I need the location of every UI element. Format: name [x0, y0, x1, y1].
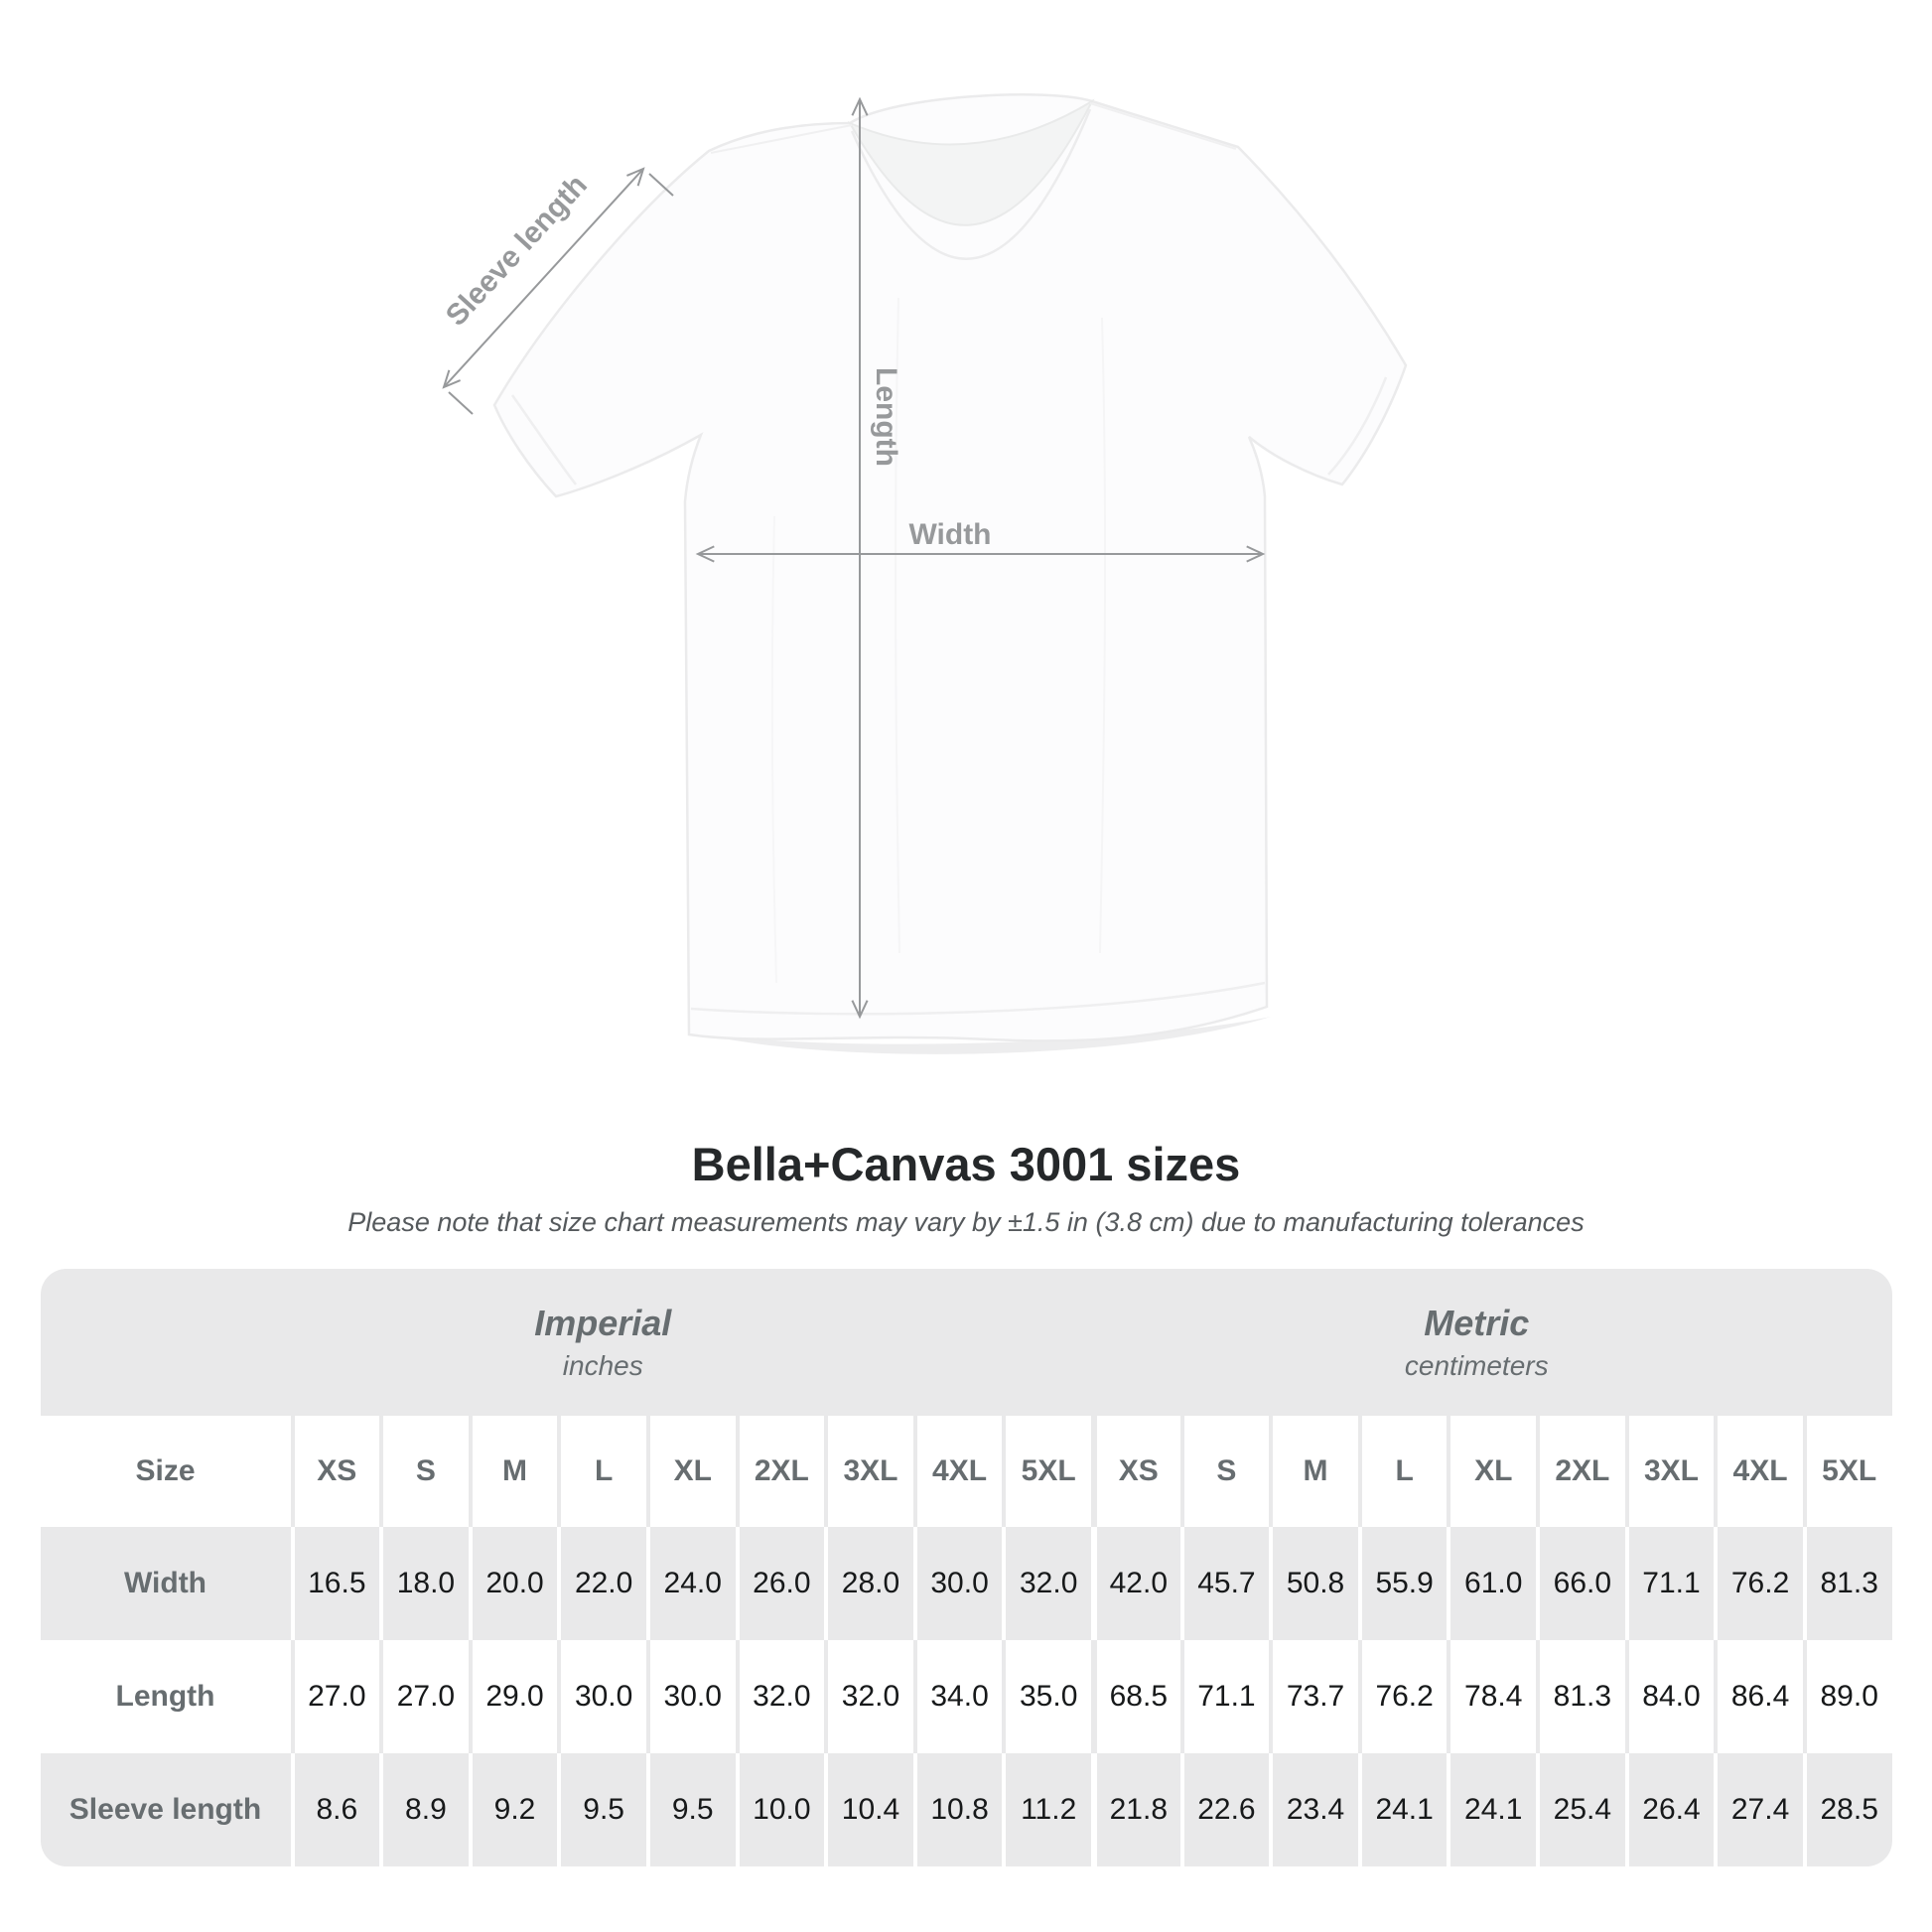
width-label: Width — [908, 518, 992, 551]
value-cell: 71.1 — [1625, 1527, 1715, 1640]
value-cell: 84.0 — [1625, 1640, 1715, 1753]
value-cell: 81.3 — [1536, 1640, 1625, 1753]
value-cell: 28.5 — [1803, 1753, 1892, 1866]
size-header-imperial-xl: XL — [646, 1416, 736, 1527]
value-cell: 89.0 — [1803, 1640, 1892, 1753]
size-header-imperial-l: L — [557, 1416, 646, 1527]
value-cell: 55.9 — [1358, 1527, 1448, 1640]
size-header-metric-5xl: 5XL — [1803, 1416, 1892, 1527]
value-cell: 23.4 — [1269, 1753, 1358, 1866]
value-cell: 32.0 — [824, 1640, 913, 1753]
value-cell: 24.1 — [1447, 1753, 1536, 1866]
table-row-length — [41, 1640, 1892, 1753]
size-table — [41, 1269, 1892, 1866]
size-header-imperial-xs: XS — [291, 1416, 380, 1527]
value-cell: 8.6 — [291, 1753, 380, 1866]
imperial-unit-name: Imperial — [534, 1303, 672, 1343]
value-cell: 66.0 — [1536, 1527, 1625, 1640]
value-cell: 76.2 — [1714, 1527, 1803, 1640]
metric-unit-header — [1091, 1269, 1892, 1416]
value-cell: 22.0 — [557, 1527, 646, 1640]
value-cell: 30.0 — [913, 1527, 1003, 1640]
size-header-metric-2xl: 2XL — [1536, 1416, 1625, 1527]
value-cell: 9.2 — [469, 1753, 558, 1866]
value-cell: 20.0 — [469, 1527, 558, 1640]
value-cell: 24.1 — [1358, 1753, 1448, 1866]
value-cell: 28.0 — [824, 1527, 913, 1640]
metric-unit-name: Metric — [1424, 1303, 1530, 1343]
unit-header-band — [41, 1269, 1892, 1416]
size-header-metric-xl: XL — [1447, 1416, 1536, 1527]
value-cell: 61.0 — [1447, 1527, 1536, 1640]
size-header-metric-xs: XS — [1091, 1416, 1180, 1527]
size-header-imperial-4xl: 4XL — [913, 1416, 1003, 1527]
value-cell: 45.7 — [1180, 1527, 1270, 1640]
value-cell: 78.4 — [1447, 1640, 1536, 1753]
size-header-imperial-m: M — [469, 1416, 558, 1527]
value-cell: 27.0 — [379, 1640, 469, 1753]
page-subtitle: Please note that size chart measurements may vary by ±1.5 in (3.8 cm) due to manufacturing tolerances — [347, 1207, 1585, 1237]
value-cell: 10.0 — [736, 1753, 825, 1866]
size-header-metric-4xl: 4XL — [1714, 1416, 1803, 1527]
length-label: Length — [870, 367, 902, 467]
size-header-metric-s: S — [1180, 1416, 1270, 1527]
value-cell: 11.2 — [1002, 1753, 1091, 1866]
page-title: Bella+Canvas 3001 sizes — [691, 1138, 1241, 1190]
value-cell: 9.5 — [557, 1753, 646, 1866]
value-cell: 16.5 — [291, 1527, 380, 1640]
imperial-unit-sub: inches — [562, 1350, 643, 1381]
row-label: Length — [115, 1680, 215, 1713]
value-cell: 32.0 — [736, 1640, 825, 1753]
value-cell: 22.6 — [1180, 1753, 1270, 1866]
size-header-metric-l: L — [1358, 1416, 1448, 1527]
row-label: Width — [123, 1567, 207, 1599]
size-header-metric-m: M — [1269, 1416, 1358, 1527]
value-cell: 86.4 — [1714, 1640, 1803, 1753]
size-header-row — [41, 1416, 1892, 1527]
value-cell: 30.0 — [646, 1640, 736, 1753]
value-cell: 26.4 — [1625, 1753, 1715, 1866]
value-cell: 25.4 — [1536, 1753, 1625, 1866]
value-cell: 9.5 — [646, 1753, 736, 1866]
sleeve-length-label: Sleeve length — [439, 168, 594, 333]
value-cell: 34.0 — [913, 1640, 1003, 1753]
metric-unit-sub: centimeters — [1404, 1350, 1549, 1381]
size-header-imperial-2xl: 2XL — [736, 1416, 825, 1527]
size-header-imperial-3xl: 3XL — [824, 1416, 913, 1527]
value-cell: 81.3 — [1803, 1527, 1892, 1640]
table-row-sleeve-length — [41, 1753, 1892, 1866]
imperial-unit-header — [41, 1269, 1092, 1416]
value-cell: 21.8 — [1091, 1753, 1180, 1866]
value-cell: 35.0 — [1002, 1640, 1091, 1753]
value-cell: 68.5 — [1091, 1640, 1180, 1753]
value-cell: 27.0 — [291, 1640, 380, 1753]
value-cell: 32.0 — [1002, 1527, 1091, 1640]
value-cell: 26.0 — [736, 1527, 825, 1640]
value-cell: 71.1 — [1180, 1640, 1270, 1753]
value-cell: 29.0 — [469, 1640, 558, 1753]
value-cell: 73.7 — [1269, 1640, 1358, 1753]
tshirt-graphic — [494, 94, 1406, 1040]
value-cell: 42.0 — [1091, 1527, 1180, 1640]
table-row-width — [41, 1527, 1892, 1640]
size-table-body — [41, 1527, 1892, 1866]
size-corner-cell: Size — [135, 1454, 196, 1487]
tshirt-body-shape — [494, 94, 1406, 1040]
value-cell: 27.4 — [1714, 1753, 1803, 1866]
value-cell: 8.9 — [379, 1753, 469, 1866]
value-cell: 18.0 — [379, 1527, 469, 1640]
value-cell: 30.0 — [557, 1640, 646, 1753]
value-cell: 50.8 — [1269, 1527, 1358, 1640]
value-cell: 76.2 — [1358, 1640, 1448, 1753]
value-cell: 10.8 — [913, 1753, 1003, 1866]
size-header-imperial-s: S — [379, 1416, 469, 1527]
value-cell: 24.0 — [646, 1527, 736, 1640]
row-label: Sleeve length — [69, 1793, 262, 1826]
value-cell: 10.4 — [824, 1753, 913, 1866]
size-header-imperial-5xl: 5XL — [1002, 1416, 1091, 1527]
size-header-metric-3xl: 3XL — [1625, 1416, 1715, 1527]
